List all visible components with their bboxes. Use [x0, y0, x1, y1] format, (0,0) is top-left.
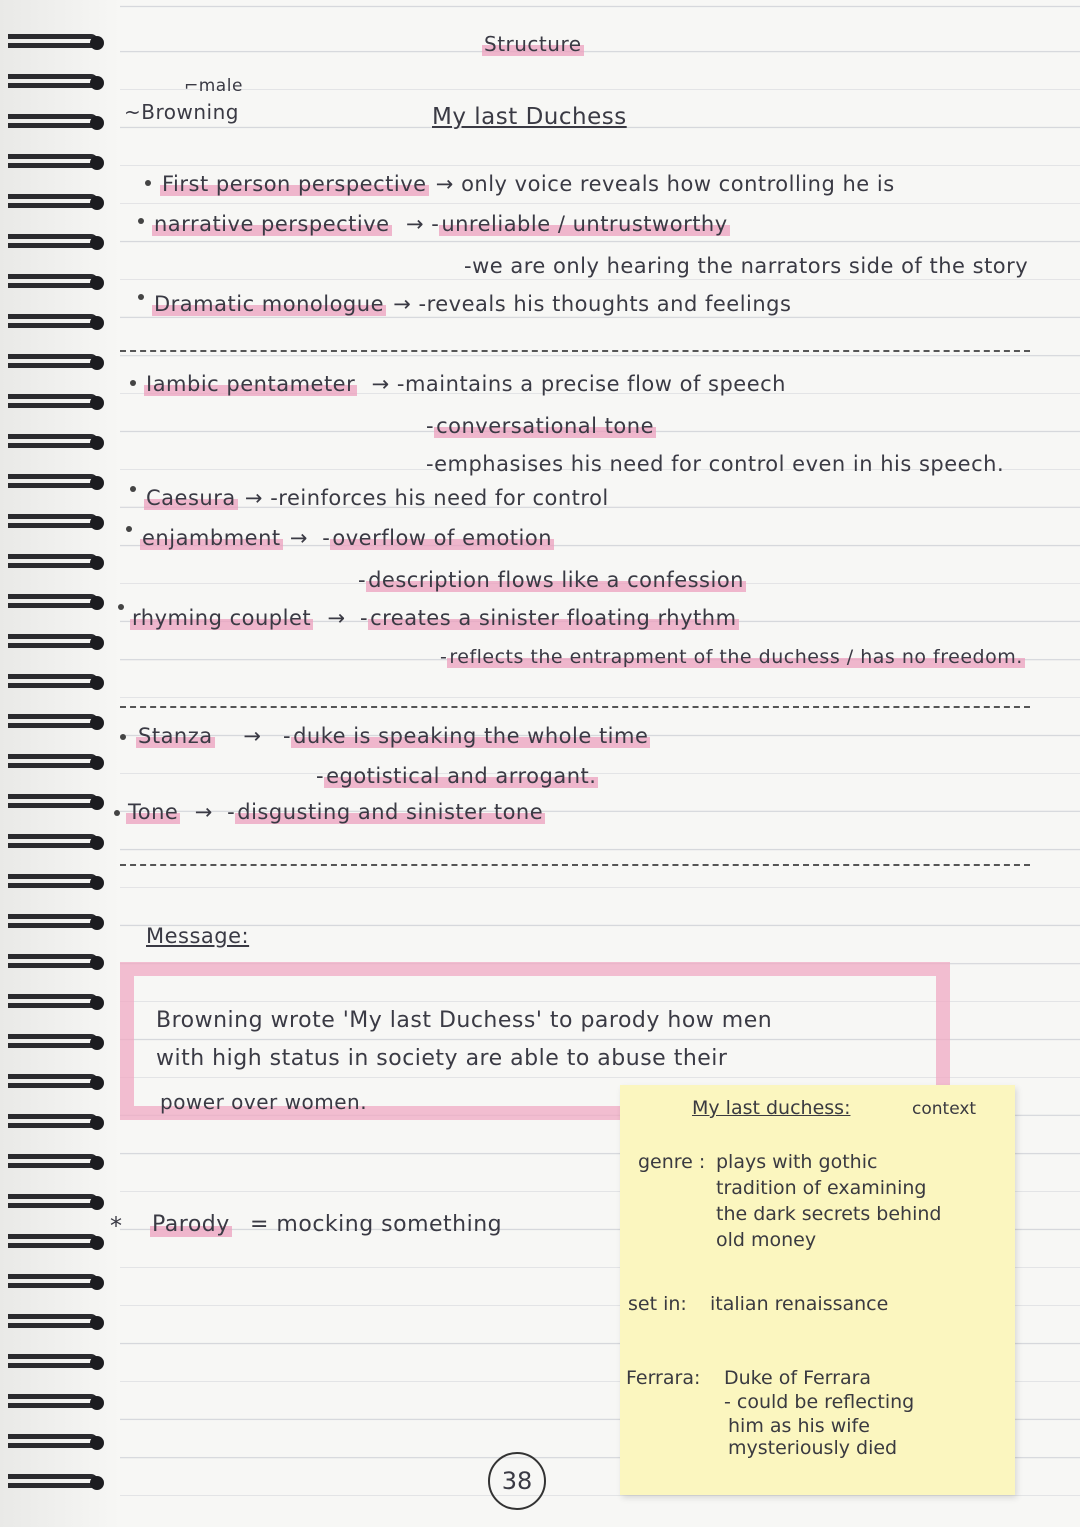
ferrara-line: him as his wife: [728, 1415, 870, 1437]
technique-note: disgusting and sinister tone: [237, 800, 544, 824]
bullet: [126, 526, 132, 532]
message-line: with high status in society are able to abuse their: [156, 1046, 728, 1071]
bullet: [145, 180, 151, 186]
definition-meaning: = mocking something: [250, 1212, 503, 1237]
binding-ring: [8, 390, 108, 416]
technique-note: -we are only hearing the narrators side of the story: [464, 254, 1029, 278]
binding-ring: [8, 150, 108, 176]
binding-ring: [8, 1470, 108, 1496]
star-marker: *: [110, 1212, 123, 1240]
bullet: [138, 218, 144, 224]
bullet: [138, 294, 144, 300]
binding-ring: [8, 70, 108, 96]
binding-ring: [8, 590, 108, 616]
technique-term: narrative perspective: [154, 212, 390, 236]
technique-term: Tone: [128, 800, 179, 824]
genre-label: genre :: [638, 1151, 706, 1173]
binding-ring: [8, 30, 108, 56]
binding-ring: [8, 550, 108, 576]
binding-ring: [8, 790, 108, 816]
spiral-binding: [0, 0, 120, 1527]
binding-ring: [8, 230, 108, 256]
technique-row: narrative perspective → -unreliable / untrustworthy: [154, 212, 728, 236]
binding-ring: [8, 110, 108, 136]
binding-ring: [8, 1350, 108, 1376]
binding-ring: [8, 1110, 108, 1136]
binding-ring: [8, 910, 108, 936]
technique-note: overflow of emotion: [332, 526, 553, 550]
bullet: [130, 486, 136, 492]
genre-line: tradition of examining: [716, 1177, 927, 1199]
binding-ring: [8, 1230, 108, 1256]
technique-row: enjambment → -overflow of emotion: [142, 526, 553, 550]
bullet: [130, 380, 136, 386]
technique-row: Caesura → -reinforces his need for control: [146, 486, 609, 510]
binding-ring: [8, 1430, 108, 1456]
bullet: [118, 604, 124, 610]
technique-row: Dramatic monologue → -reveals his thoughts and feelings: [154, 292, 792, 316]
technique-term: First person perspective: [162, 172, 427, 196]
definition-term: Parody: [152, 1212, 230, 1237]
binding-ring: [8, 190, 108, 216]
section-label: Structure: [484, 32, 582, 56]
technique-note: reinforces his need for control: [278, 486, 609, 510]
page-number: 38: [488, 1452, 546, 1510]
technique-row: Iambic pentameter → -maintains a precise flow of speech: [146, 372, 786, 396]
ferrara-line: Duke of Ferrara: [724, 1367, 872, 1389]
binding-ring: [8, 270, 108, 296]
message-label: Message:: [146, 924, 250, 948]
binding-ring: [8, 1390, 108, 1416]
binding-ring: [8, 630, 108, 656]
binding-ring: [8, 350, 108, 376]
bullet: [120, 734, 126, 740]
binding-ring: [8, 310, 108, 336]
genre-line: the dark secrets behind: [716, 1203, 942, 1225]
genre-line: plays with gothic: [716, 1151, 878, 1173]
author-note: ⌐male: [184, 76, 243, 96]
set-in-label: set in:: [628, 1293, 687, 1315]
technique-note: - reflects the entrapment of the duchess / has no freedom.: [440, 646, 1023, 668]
divider: [120, 864, 1030, 866]
binding-ring: [8, 670, 108, 696]
technique-note: -description flows like a confession: [358, 568, 744, 592]
technique-note: -egotistical and arrogant.: [316, 764, 597, 788]
technique-term: Stanza: [138, 724, 213, 748]
set-in-value: italian renaissance: [710, 1293, 889, 1315]
binding-ring: [8, 1150, 108, 1176]
technique-row: rhyming couplet → -creates a sinister floating rhythm: [132, 606, 737, 630]
genre-line: old money: [716, 1229, 817, 1251]
binding-ring: [8, 430, 108, 456]
technique-term: rhyming couplet: [132, 606, 312, 630]
binding-ring: [8, 1270, 108, 1296]
binding-ring: [8, 470, 108, 496]
technique-note: creates a sinister floating rhythm: [370, 606, 737, 630]
binding-ring: [8, 1190, 108, 1216]
technique-term: Dramatic monologue: [154, 292, 384, 316]
ferrara-line: mysteriously died: [728, 1437, 898, 1459]
binding-ring: [8, 870, 108, 896]
ferrara-line: - could be reflecting: [724, 1391, 915, 1413]
binding-ring: [8, 750, 108, 776]
technique-note: unreliable / untrustworthy: [441, 212, 728, 236]
technique-note: maintains a precise flow of speech: [404, 372, 786, 396]
message-line: power over women.: [160, 1090, 368, 1114]
sticky-title: My last duchess:: [692, 1097, 851, 1119]
technique-note: reveals his thoughts and feelings: [426, 292, 792, 316]
binding-ring: [8, 510, 108, 536]
technique-row: Tone → -disgusting and sinister tone: [128, 800, 544, 824]
divider: [120, 706, 1030, 708]
bullet: [114, 810, 120, 816]
technique-note: duke is speaking the whole time: [293, 724, 649, 748]
technique-note: -emphasises his need for control even in his speech.: [426, 452, 1005, 476]
page-title: My last Duchess: [432, 104, 627, 130]
sticky-subtitle: context: [912, 1099, 977, 1119]
binding-ring: [8, 710, 108, 736]
binding-ring: [8, 830, 108, 856]
binding-ring: [8, 990, 108, 1016]
divider: [120, 350, 1030, 352]
technique-term: Caesura: [146, 486, 236, 510]
ferrara-label: Ferrara:: [626, 1367, 701, 1389]
technique-note: only voice reveals how controlling he is: [461, 172, 895, 196]
sticky-note: [620, 1085, 1015, 1495]
author-name: ~Browning: [124, 100, 239, 124]
binding-ring: [8, 1070, 108, 1096]
message-line: Browning wrote 'My last Duchess' to parody how men: [156, 1008, 773, 1033]
binding-ring: [8, 1030, 108, 1056]
technique-row: First person perspective → only voice reveals how controlling he is: [162, 172, 895, 196]
technique-term: enjambment: [142, 526, 281, 550]
binding-ring: [8, 1310, 108, 1336]
technique-note: -conversational tone: [426, 414, 654, 438]
technique-row: Stanza → -duke is speaking the whole time: [138, 724, 649, 748]
technique-term: Iambic pentameter: [146, 372, 356, 396]
binding-ring: [8, 950, 108, 976]
